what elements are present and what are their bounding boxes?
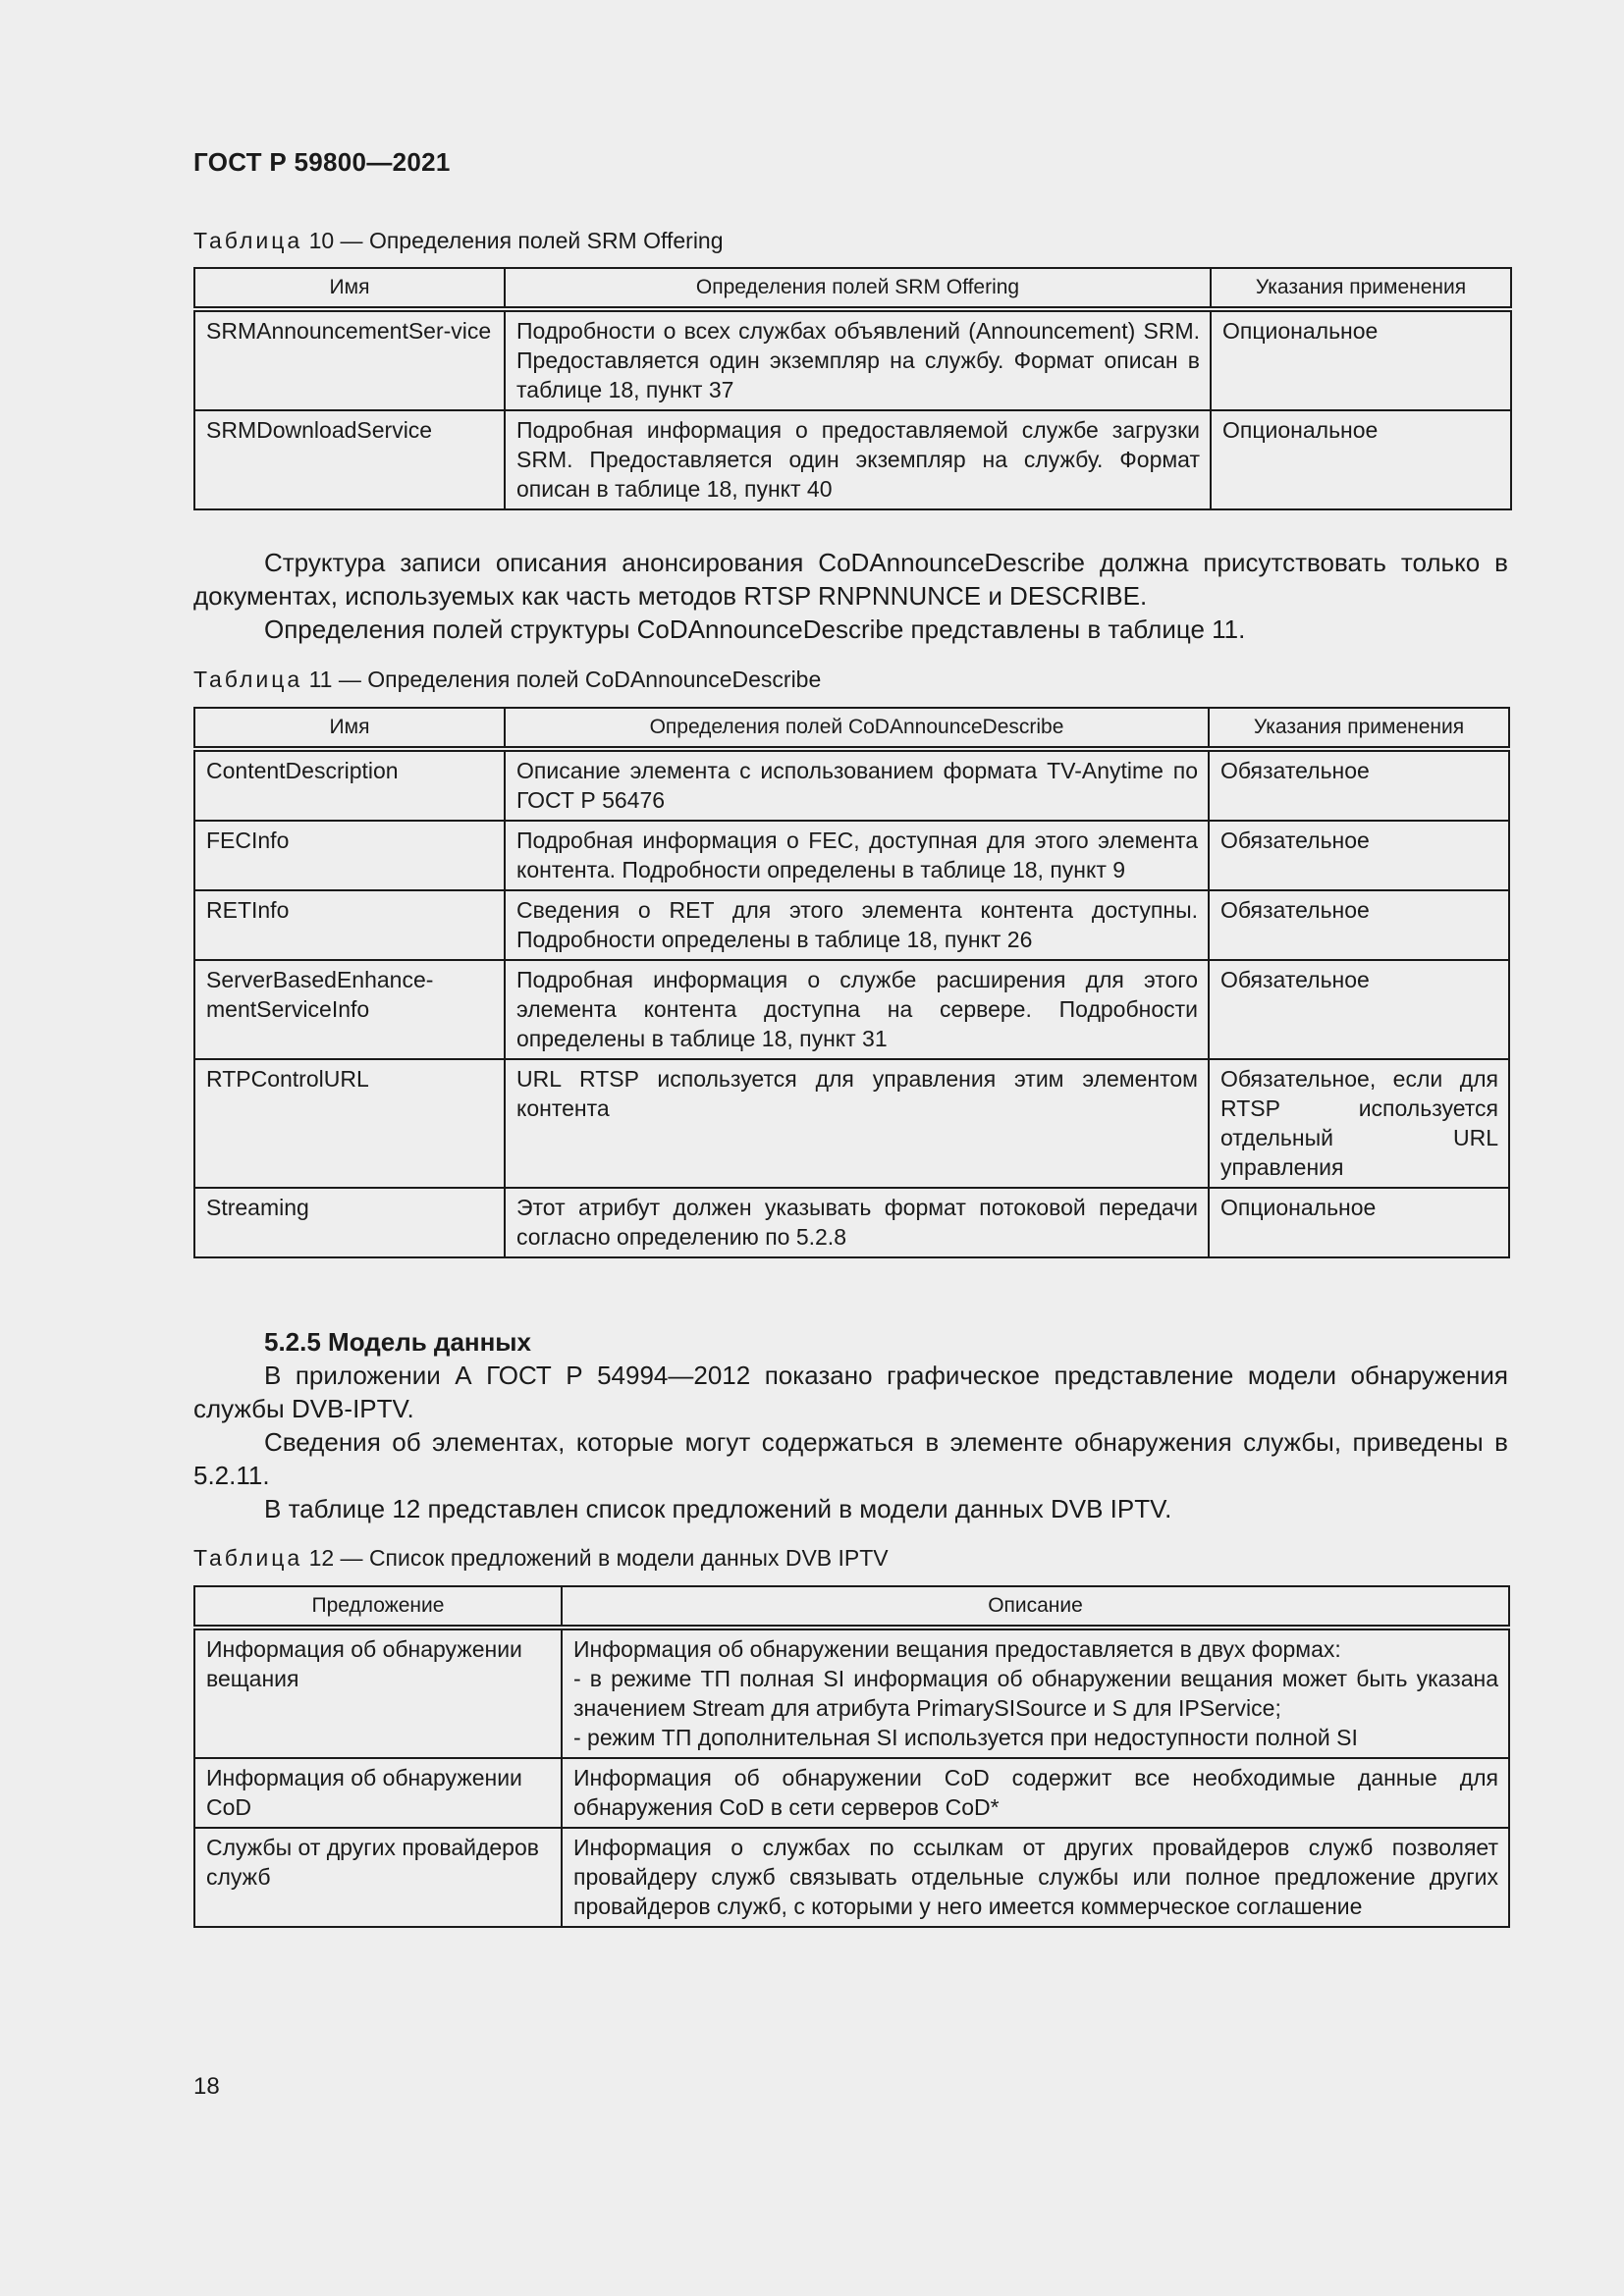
table-row xyxy=(194,309,1511,410)
table-cell: Опциональное xyxy=(1211,410,1511,509)
table-cell: Опциональное xyxy=(1211,309,1511,410)
description-line: - в режиме ТП полная SI информация об обнаружении вещания может быть указана значением Stream для атрибута PrimarySISource и S для IPService; xyxy=(573,1666,1498,1721)
table-cell: RETInfo xyxy=(194,890,505,960)
table-row xyxy=(194,1628,1509,1758)
table10 xyxy=(193,267,1512,510)
table-row xyxy=(194,410,1511,509)
section-title: 5.2.5 Модель данных xyxy=(264,1327,531,1357)
table-cell: ServerBasedEnhance-mentServiceInfo xyxy=(194,960,505,1059)
table-cell: Описание элемента с использованием формата TV-Anytime по ГОСТ Р 56476 xyxy=(505,749,1209,821)
table12-caption-text: 12 — Список предложений в модели данных DVB IPTV xyxy=(308,1545,889,1571)
table-cell xyxy=(562,1628,1509,1758)
column-header: Указания применения xyxy=(1211,268,1511,309)
table-cell: Этот атрибут должен указывать формат потоковой передачи согласно определению по 5.2.8 xyxy=(505,1188,1209,1257)
table11-caption-text: 11 — Определения полей CoDAnnounceDescribe xyxy=(308,667,822,692)
table-cell: FECInfo xyxy=(194,821,505,890)
column-header: Описание xyxy=(562,1586,1509,1628)
table-cell: Информация об обнаружении вещания xyxy=(194,1628,562,1758)
table-cell: Подробная информация о FEC, доступная для этого элемента контента. Подробности определены в таблице 18, пункт 9 xyxy=(505,821,1209,890)
table-cell xyxy=(562,1758,1509,1828)
table11-caption-prefix: Таблица xyxy=(193,667,303,692)
description-line: - режим ТП дополнительная SI используется при недоступности полной SI xyxy=(573,1725,1358,1750)
column-header: Определения полей CoDAnnounceDescribe xyxy=(505,708,1209,749)
table12-caption xyxy=(193,1545,889,1572)
table-row xyxy=(194,1188,1509,1257)
table-cell: Обязательное, если для RTSP используется отдельный URL управления xyxy=(1209,1059,1509,1188)
column-header: Имя xyxy=(194,708,505,749)
table-cell: Опциональное xyxy=(1209,1188,1509,1257)
table10-caption-text: 10 — Определения полей SRM Offering xyxy=(308,228,724,253)
table-cell: ContentDescription xyxy=(194,749,505,821)
table10-caption xyxy=(193,228,724,254)
table-row xyxy=(194,1059,1509,1188)
table-header-row xyxy=(194,708,1509,749)
paragraph-text: В таблице 12 представлен список предложений в модели данных DVB IPTV. xyxy=(264,1494,1172,1523)
table-cell xyxy=(562,1828,1509,1927)
table-cell: Подробная информация о службе расширения для этого элемента контента доступна на сервере. Подробности определены в таблице 18, пункт 31 xyxy=(505,960,1209,1059)
paragraph-text: Определения полей структуры CoDAnnounceDescribe представлены в таблице 11. xyxy=(264,614,1246,644)
table-row xyxy=(194,821,1509,890)
column-header: Указания применения xyxy=(1209,708,1509,749)
table-row xyxy=(194,749,1509,821)
table-cell: URL RTSP используется для управления этим элементом контента xyxy=(505,1059,1209,1188)
body-paragraph-1 xyxy=(193,546,1508,646)
table-cell: SRMAnnouncementSer-vice xyxy=(194,309,505,410)
table12 xyxy=(193,1585,1510,1928)
table-cell: Streaming xyxy=(194,1188,505,1257)
table11 xyxy=(193,707,1510,1258)
table-cell: Обязательное xyxy=(1209,890,1509,960)
table-row xyxy=(194,960,1509,1059)
table-cell: Службы от других провайдеров служб xyxy=(194,1828,562,1927)
paragraph-text: Структура записи описания анонсирования CoDAnnounceDescribe должна присутствовать только в документах, используемых как часть методов RTSP RNPNNUNCE и DESCRIBE. xyxy=(193,548,1508,611)
document-header: ГОСТ Р 59800—2021 xyxy=(193,147,451,177)
table-row xyxy=(194,890,1509,960)
table-header-row xyxy=(194,1586,1509,1628)
table-cell: Обязательное xyxy=(1209,960,1509,1059)
table-cell: RTPControlURL xyxy=(194,1059,505,1188)
table-row xyxy=(194,1758,1509,1828)
description-line: Информация об обнаружении CoD содержит все необходимые данные для обнаружения CoD в сети серверов CoD* xyxy=(573,1765,1498,1820)
table-cell: Сведения о RET для этого элемента контента доступны. Подробности определены в таблице 18, пункт 26 xyxy=(505,890,1209,960)
table12-caption-prefix: Таблица xyxy=(193,1545,303,1571)
table-cell: Информация об обнаружении CoD xyxy=(194,1758,562,1828)
table-cell: Обязательное xyxy=(1209,749,1509,821)
page-number: 18 xyxy=(193,2073,220,2100)
section-5-2-5 xyxy=(193,1325,1508,1525)
paragraph-text: В приложении А ГОСТ Р 54994—2012 показано графическое представление модели обнаружения службы DVB-IPTV. xyxy=(193,1361,1508,1423)
column-header: Предложение xyxy=(194,1586,562,1628)
table-cell: SRMDownloadService xyxy=(194,410,505,509)
description-line: Информация об обнаружении вещания предоставляется в двух формах: xyxy=(573,1636,1341,1662)
table-row xyxy=(194,1828,1509,1927)
table-header-row xyxy=(194,268,1511,309)
table10-caption-prefix: Таблица xyxy=(193,228,303,253)
table-cell: Подробная информация о предоставляемой службе загрузки SRM. Предоставляется один экземпляр на службу. Формат описан в таблице 18, пункт 40 xyxy=(505,410,1211,509)
table11-caption xyxy=(193,667,821,693)
table-cell: Подробности о всех службах объявлений (Announcement) SRM. Предоставляется один экземпляр на службу. Формат описан в таблице 18, пункт 37 xyxy=(505,309,1211,410)
paragraph-text: Сведения об элементах, которые могут содержаться в элементе обнаружения службы, приведены в 5.2.11. xyxy=(193,1427,1508,1490)
column-header: Определения полей SRM Offering xyxy=(505,268,1211,309)
description-line: Информация о службах по ссылкам от других провайдеров служб позволяет провайдеру служб связывать отдельные службы или полное предложение других провайдеров служб, с которыми у него имеется коммерческое соглашение xyxy=(573,1835,1498,1919)
column-header: Имя xyxy=(194,268,505,309)
table-cell: Обязательное xyxy=(1209,821,1509,890)
